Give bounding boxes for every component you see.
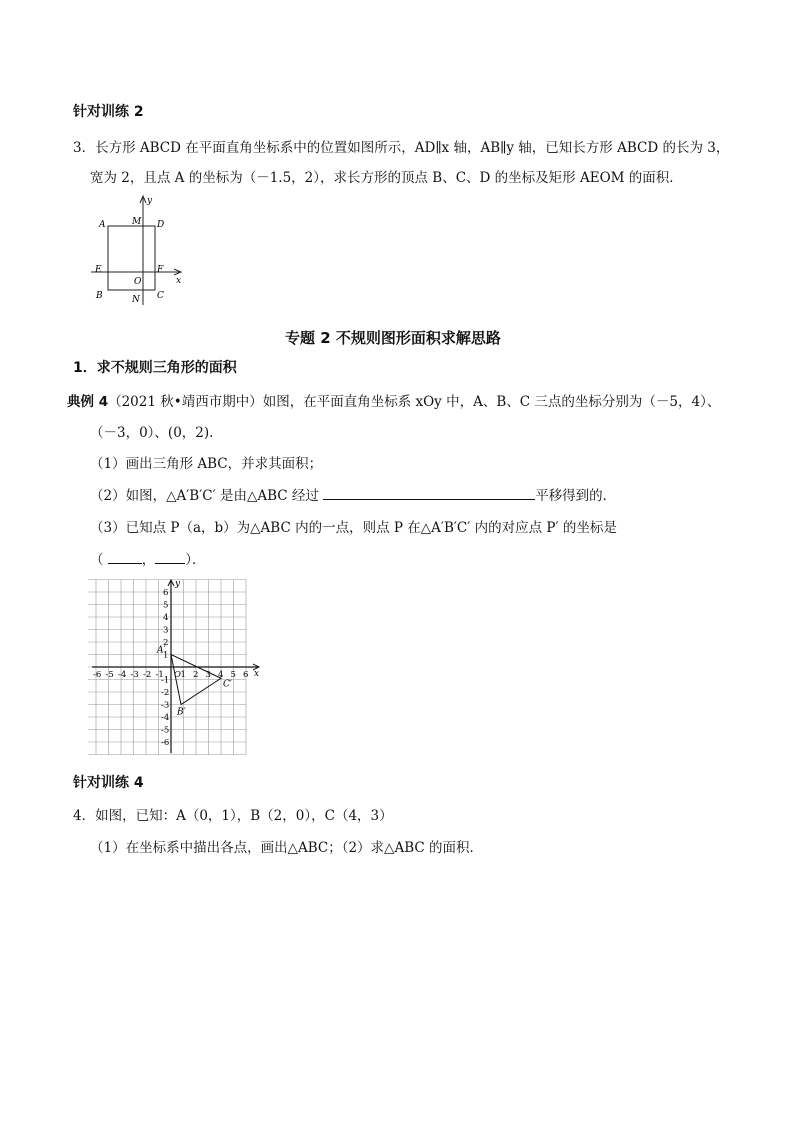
question-4-line-2: （1）在坐标系中描出各点，画出△ABC；（2）求△ABC 的面积． [90, 840, 483, 856]
paren-open: （ [90, 552, 104, 568]
label-O: O [134, 277, 142, 287]
y-tick-label: -5 [161, 725, 170, 736]
x-tick-label: 6 [243, 670, 249, 680]
x-tick-label: -2 [143, 670, 152, 680]
x-tick-label: 1 [180, 670, 186, 680]
y-tick-label: 6 [163, 588, 169, 598]
y-tick-labels [161, 588, 169, 748]
y-tick-label: -6 [161, 738, 170, 748]
label-N: N [132, 295, 140, 305]
answer-blank-a[interactable] [108, 549, 142, 564]
example-4-label: 典例 4 [67, 394, 109, 410]
label-B-prime: B′ [177, 707, 186, 718]
part-2-text-a: （2）如图，△A′B′C′ 是由△ABC 经过 [90, 488, 319, 504]
topic-title: 专题 2 不规则图形面积求解思路 [285, 329, 501, 347]
example-4-part-3: （3）已知点 P（a，b）为△ABC 内的一点，则点 P 在△A′B′C′ 内的对应点 P′ 的坐标是 [90, 520, 617, 536]
question-3-line-1: 3．长方形 ABCD 在平面直角坐标系中的位置如图所示，AD∥x 轴，AB∥y 轴，已知长方形 ABCD 的长为 3， [73, 140, 730, 156]
example-4-part-1: （1）画出三角形 ABC，并求其面积； [90, 456, 323, 472]
y-tick-label: 5 [163, 600, 169, 611]
rectangle-abcd [108, 226, 155, 290]
y-tick-label: -2 [161, 688, 170, 698]
label-A: A [99, 220, 106, 230]
y-tick-label: -3 [161, 700, 170, 711]
x-tick-label: -4 [118, 670, 127, 680]
x-tick-label: -5 [105, 670, 114, 680]
y-tick-label: -1 [161, 675, 170, 686]
example-4-text: （2021 秋•靖西市期中）如图，在平面直角坐标系 xOy 中，A、B、C 三点的坐标分别为（－5，4）、 [108, 394, 721, 410]
exercise-heading-4: 针对训练 4 [73, 775, 144, 791]
y-tick-label: 4 [163, 613, 169, 623]
label-C-prime: C′ [223, 679, 232, 690]
label-M: M [132, 217, 142, 227]
x-tick-label: O [174, 670, 181, 680]
grid-label-x: x [254, 669, 260, 679]
example-4-line-2: （－3，0）、(0，2)． [90, 425, 223, 441]
question-4-line-1: 4．如图，已知：A（0，1），B（2，0），C（4，3） [73, 808, 393, 824]
y-tick-label: 2 [163, 638, 169, 648]
paren-close: ）． [185, 552, 206, 568]
label-D: D [157, 220, 165, 230]
x-tick-label: 3 [205, 670, 211, 680]
x-tick-label: 2 [193, 670, 199, 680]
x-tick-label: -1 [155, 670, 164, 680]
label-E: E [95, 265, 102, 275]
grid-label-y: y [175, 579, 181, 589]
question-3-line-2: 宽为 2，且点 A 的坐标为（－1.5，2），求长方形的顶点 B、C、D 的坐标及矩形 AEOM 的面积． [90, 170, 683, 186]
label-y: y [147, 196, 153, 206]
label-x: x [176, 276, 182, 286]
coordinate-grid-figure [88, 578, 263, 758]
x-tick-label: -6 [93, 670, 102, 680]
comma: ， [141, 552, 156, 568]
rectangle-figure [86, 190, 196, 310]
x-tick-label: 5 [230, 670, 236, 680]
example-4-part-2 [90, 484, 616, 504]
topic-subheading: 1．求不规则三角形的面积 [73, 360, 237, 376]
y-tick-label: 1 [163, 650, 169, 661]
answer-blank-b[interactable] [155, 549, 185, 564]
x-tick-label: -3 [130, 670, 139, 680]
label-C: C [157, 291, 164, 301]
label-A-prime: A′ [157, 645, 166, 656]
label-F: F [157, 265, 164, 275]
y-tick-label: 3 [163, 625, 169, 636]
x-tick-label: 4 [218, 670, 224, 680]
example-4-part-3-answer [90, 548, 206, 568]
exercise-heading-2: 针对训练 2 [73, 104, 144, 120]
answer-blank-translation[interactable] [323, 485, 535, 500]
label-B: B [96, 291, 103, 301]
example-4-line-1 [67, 390, 720, 410]
y-tick-label: -4 [161, 713, 170, 723]
part-2-text-b: 平移得到的． [535, 488, 617, 504]
